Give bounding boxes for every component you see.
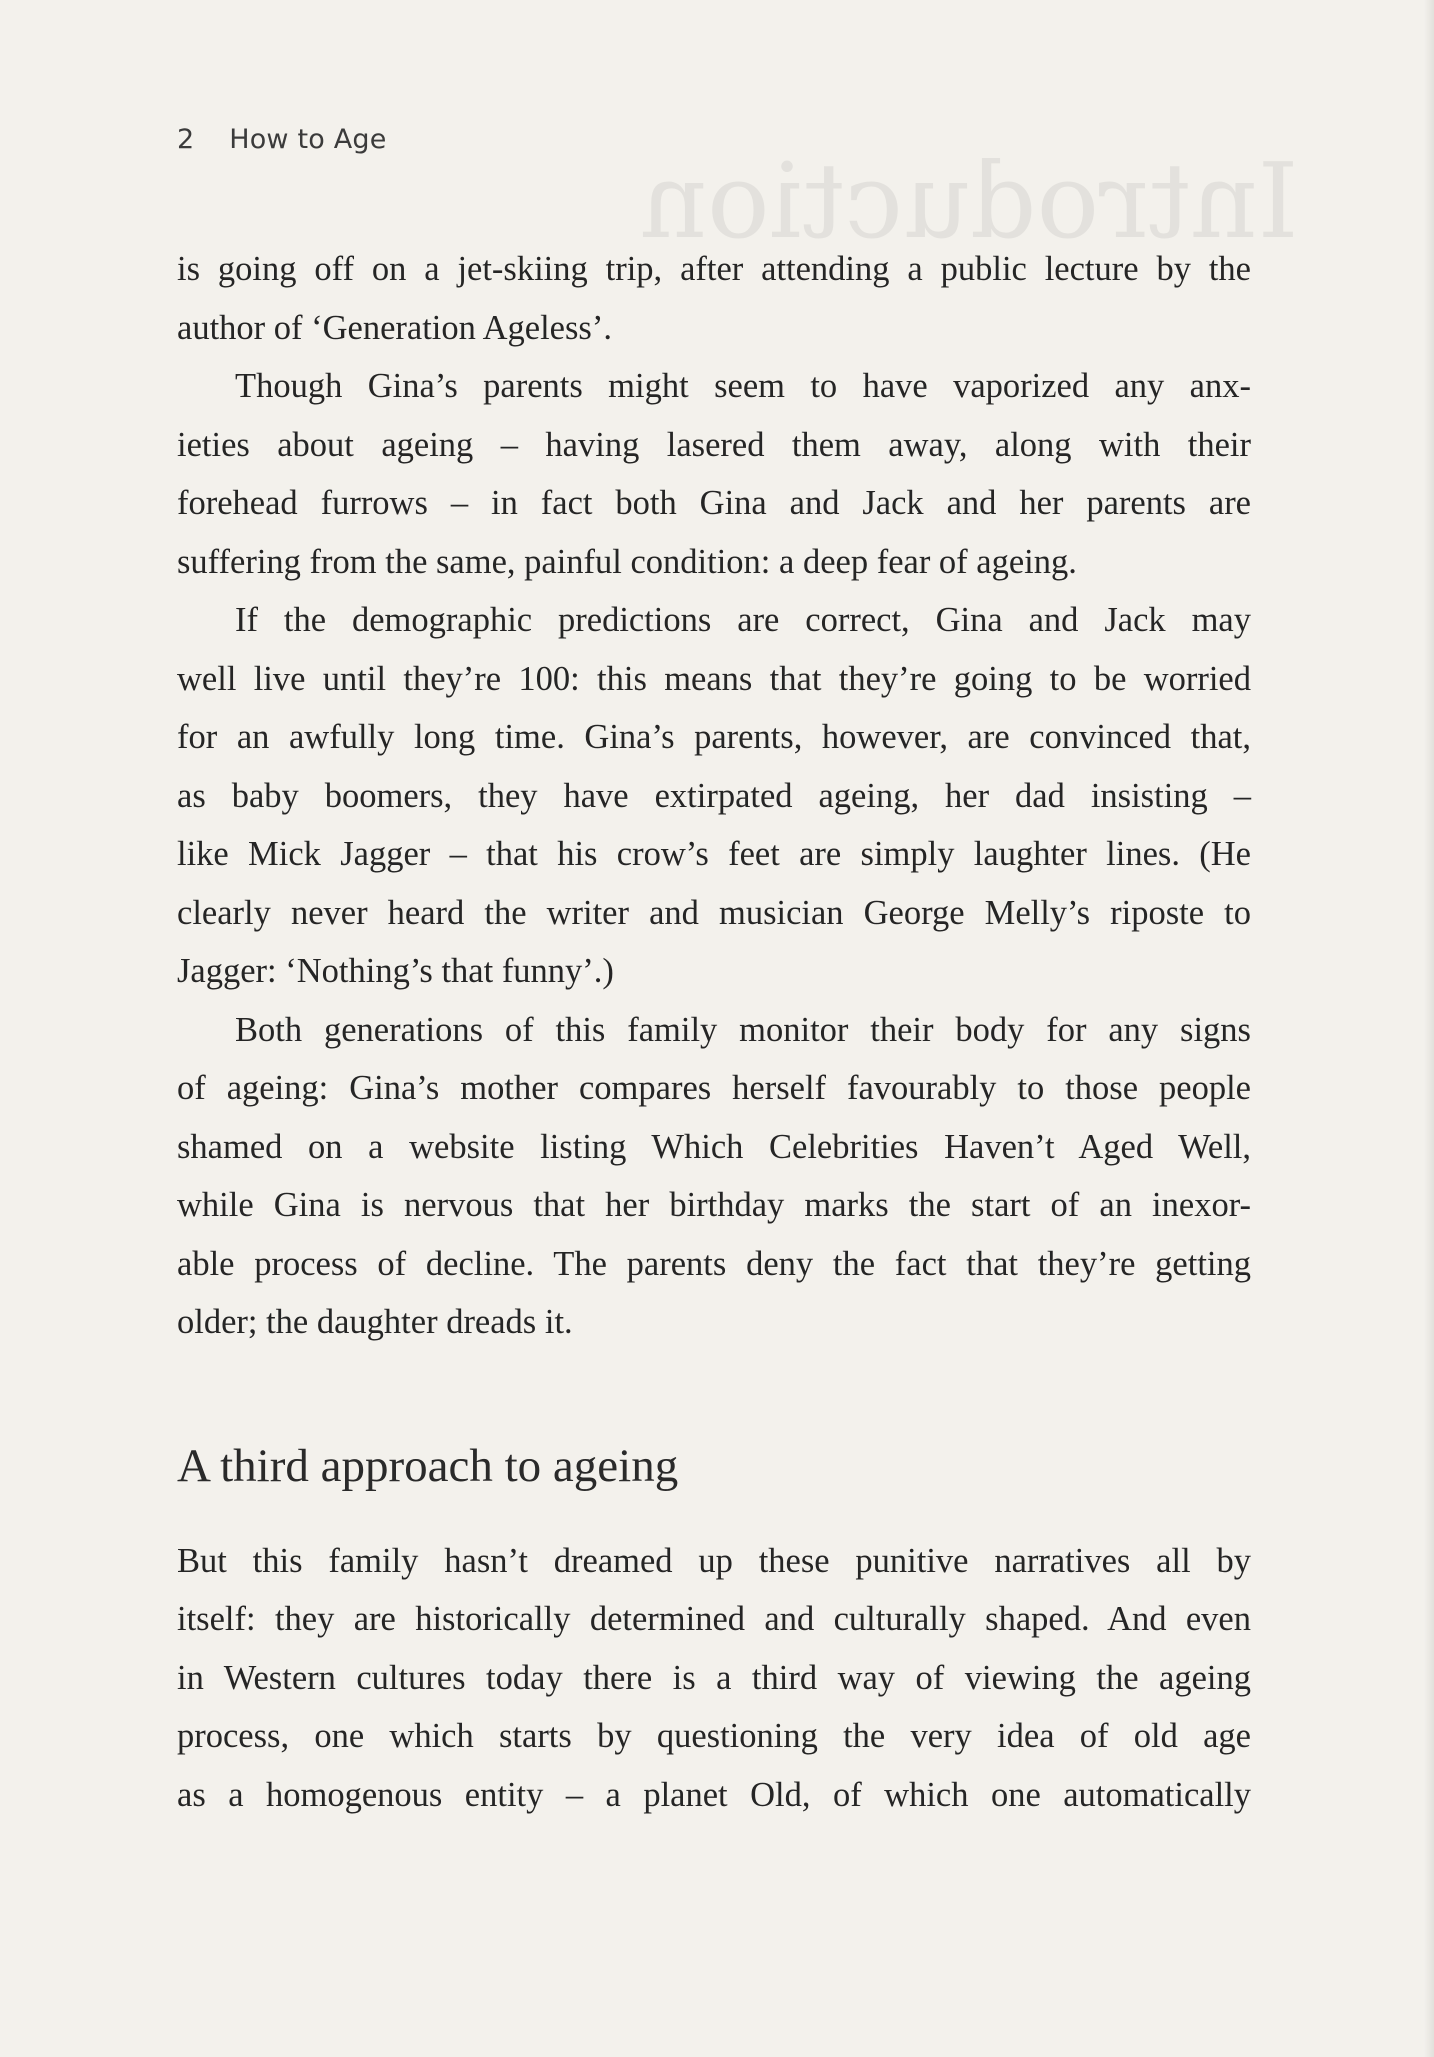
section-paragraph — [177, 1532, 1251, 1825]
text-line: But this family hasn’t dreamed up these punitive narratives all by — [177, 1541, 1251, 1580]
text-line: shamed on a website listing Which Celebrities Haven’t Aged Well, — [177, 1127, 1251, 1166]
text-line: forehead furrows – in fact both Gina and Jack and her parents are — [177, 484, 1251, 522]
text-line: as a homogenous entity – a planet Old, of which one automatically — [177, 1775, 1251, 1814]
paragraph-1 — [177, 240, 1251, 357]
text-line: Both generations of this family monitor their body for any signs — [235, 1010, 1251, 1049]
body-text — [177, 240, 1251, 1824]
text-line: is going off on a jet-skiing trip, after attending a public lecture by the — [177, 250, 1251, 288]
text-line: while Gina is nervous that her birthday marks the start of an inexor- — [177, 1186, 1251, 1224]
show-through-bleed: Introduction — [640, 140, 1299, 262]
text-line: itself: they are historically determined and culturally shaped. And even — [177, 1600, 1251, 1638]
text-line: suffering from the same, painful condition: a deep fear of ageing. — [177, 542, 1077, 581]
paragraph-4 — [177, 1001, 1251, 1352]
text-line: process, one which starts by questioning the very idea of old age — [177, 1717, 1251, 1755]
text-line: older; the daughter dreads it. — [177, 1303, 573, 1341]
text-line: Jagger: ‘Nothing’s that funny’.) — [177, 952, 614, 990]
text-line: as baby boomers, they have extirpated ageing, her dad insisting – — [177, 776, 1251, 815]
text-line: well live until they’re 100: this means that they’re going to be worried — [177, 659, 1251, 698]
text-line: in Western cultures today there is a third way of viewing the ageing — [177, 1658, 1251, 1697]
page-number: 2 — [177, 124, 195, 155]
text-line: author of ‘Generation Ageless’. — [177, 308, 612, 347]
paragraph-3 — [177, 591, 1251, 1001]
paragraph-2 — [177, 357, 1251, 591]
text-line: clearly never heard the writer and musician George Melly’s riposte to — [177, 893, 1251, 932]
text-line: of ageing: Gina’s mother compares herself favourably to those people — [177, 1069, 1251, 1107]
text-line: If the demographic predictions are correct, Gina and Jack may — [235, 601, 1251, 639]
text-line: able process of decline. The parents deny the fact that they’re getting — [177, 1244, 1251, 1283]
running-head-title: How to Age — [229, 124, 387, 155]
running-head — [177, 124, 387, 155]
text-line: ieties about ageing – having lasered them away, along with their — [177, 425, 1251, 464]
section-heading: A third approach to ageing — [177, 1439, 679, 1492]
text-line: like Mick Jagger – that his crow’s feet are simply laughter lines. (He — [177, 835, 1251, 873]
text-line: for an awfully long time. Gina’s parents, however, are convinced that, — [177, 718, 1251, 756]
text-line: Though Gina’s parents might seem to have vaporized any anx- — [235, 367, 1251, 405]
